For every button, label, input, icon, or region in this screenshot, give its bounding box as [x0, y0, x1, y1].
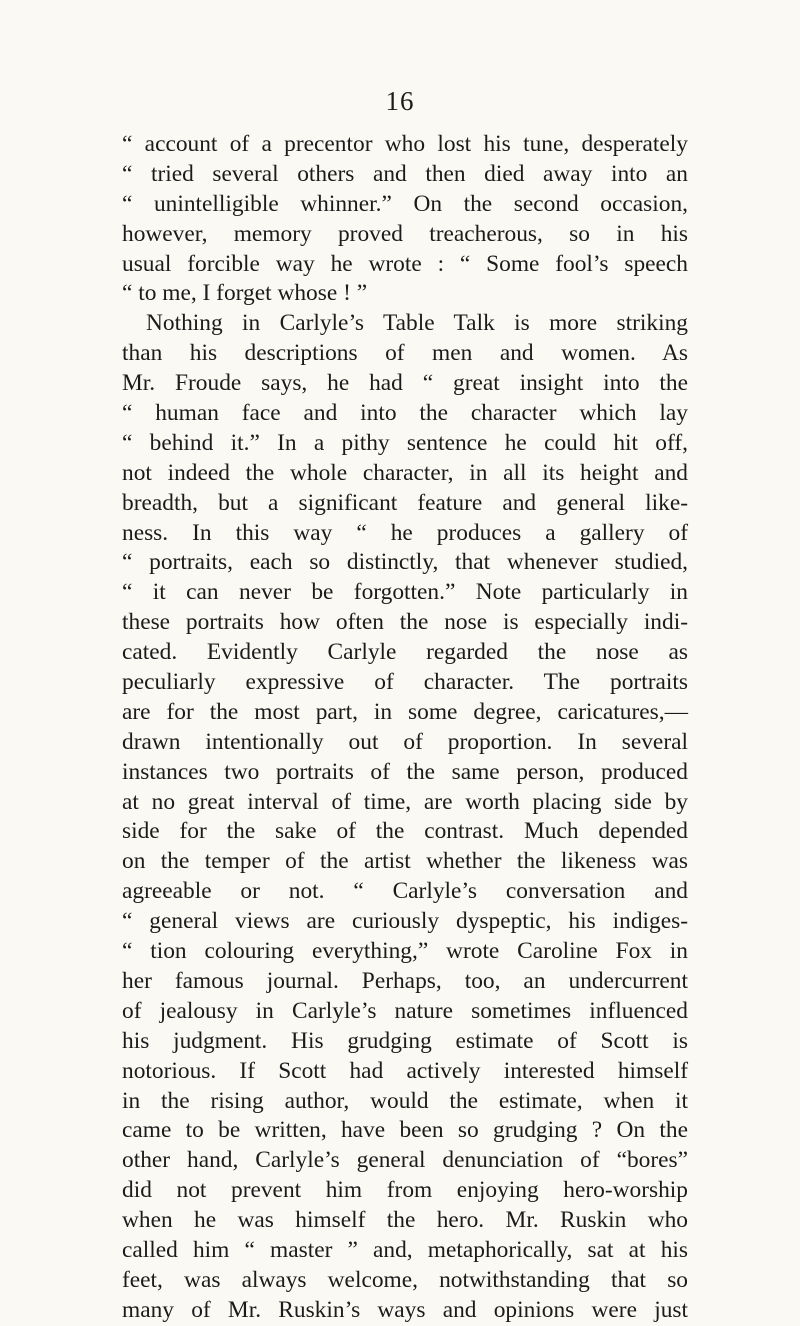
body-text	[122, 130, 688, 1326]
text-line: “ tried several others and then died away into an	[122, 160, 688, 187]
text-line: agreeable or not. “ Carlyle’s conversation and	[122, 878, 688, 905]
text-line: these portraits how often the nose is especially indi-	[122, 609, 688, 636]
text-line: drawn intentionally out of proportion. In several	[122, 728, 688, 755]
text-line: in the rising author, would the estimate, when it	[122, 1087, 688, 1114]
page-number: 16	[385, 86, 415, 116]
text-line: other hand, Carlyle’s general denunciation of “bores”	[122, 1147, 688, 1174]
text-line: his judgment. His grudging estimate of Scott is	[122, 1027, 688, 1054]
text-line: at no great interval of time, are worth placing side by	[122, 788, 688, 815]
text-line: of jealousy in Carlyle’s nature sometimes influenced	[122, 997, 688, 1024]
text-line: on the temper of the artist whether the likeness was	[122, 848, 688, 875]
text-line: side for the sake of the contrast. Much depended	[122, 818, 688, 845]
text-line: “ it can never be forgotten.” Note particularly in	[122, 579, 688, 606]
text-line: breadth, but a significant feature and general like-	[122, 489, 688, 516]
text-line: feet, was always welcome, notwithstanding that so	[122, 1266, 688, 1293]
text-line: her famous journal. Perhaps, too, an undercurrent	[122, 967, 688, 994]
text-line: “ to me, I forget whose ! ”	[122, 280, 368, 307]
text-line: many of Mr. Ruskin’s ways and opinions were just	[122, 1296, 688, 1323]
text-line: called him “ master ” and, metaphorically, sat at his	[122, 1236, 688, 1263]
text-line: “ account of a precentor who lost his tune, desperately	[122, 131, 688, 157]
text-line: than his descriptions of men and women. As	[122, 340, 688, 367]
text-line: when he was himself the hero. Mr. Ruskin who	[122, 1207, 688, 1234]
text-line: ness. In this way “ he produces a gallery of	[122, 519, 688, 546]
text-line: instances two portraits of the same person, produced	[122, 758, 688, 785]
text-line: notorious. If Scott had actively interested himself	[122, 1057, 688, 1084]
text-line: usual forcible way he wrote : “ Some fool’s speech	[122, 250, 688, 277]
text-line: did not prevent him from enjoying hero-worship	[122, 1177, 688, 1204]
text-line: “ human face and into the character which lay	[122, 400, 688, 427]
text-line: Nothing in Carlyle’s Table Talk is more striking	[146, 310, 688, 337]
text-line: cated. Evidently Carlyle regarded the nose as	[122, 639, 688, 666]
text-line: are for the most part, in some degree, caricatures,—	[122, 698, 688, 725]
text-line: not indeed the whole character, in all its height and	[122, 459, 688, 486]
text-line: came to be written, have been so grudging ? On the	[122, 1117, 688, 1144]
text-line: “ portraits, each so distinctly, that whenever studied,	[122, 549, 688, 576]
text-line: peculiarly expressive of character. The portraits	[122, 669, 688, 696]
text-line: “ unintelligible whinner.” On the second occasion,	[122, 190, 688, 217]
text-line: Mr. Froude says, he had “ great insight into the	[122, 370, 688, 397]
text-line: “ behind it.” In a pithy sentence he could hit off,	[122, 429, 688, 456]
text-line: “ tion colouring everything,” wrote Caroline Fox in	[122, 938, 688, 965]
text-line: “ general views are curiously dyspeptic, his indiges-	[122, 908, 688, 935]
text-line: however, memory proved treacherous, so in his	[122, 220, 688, 247]
